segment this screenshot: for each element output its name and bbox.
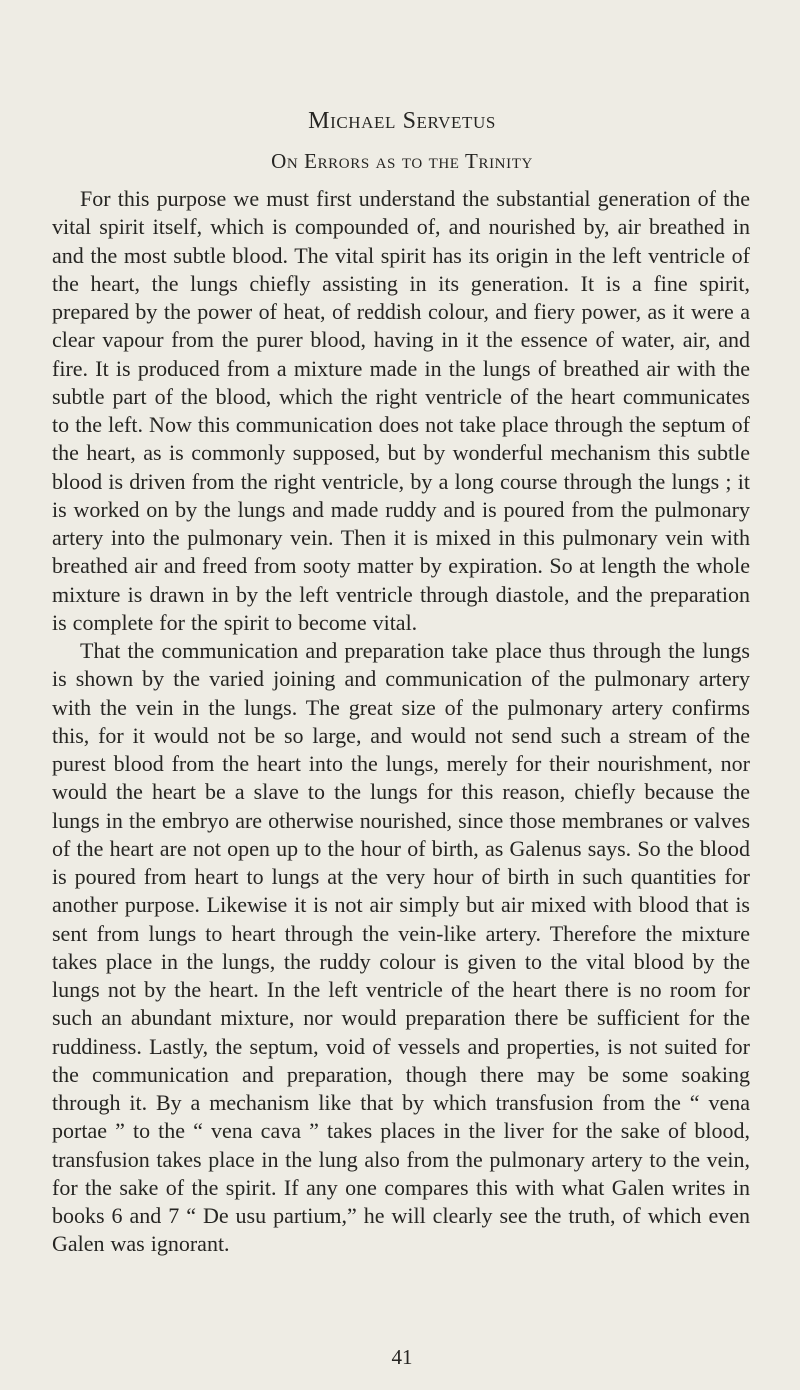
page-number: 41 [391,1345,413,1369]
body-text [52,185,750,1259]
running-head: Michael Servetus [308,108,496,134]
section-title: On Errors as to the Trinity [271,149,533,173]
paragraph: For this purpose we must first understand the substantial generation of the vital spirit itself, which is compounded of, and nourished by, air breathed in and the most subtle blood. The vital spirit has its origin in the left ventricle of the heart, the lungs chiefly assisting in its generation. It is a fine spirit, prepared by the power of heat, of reddish colour, and fiery power, as it were a clear vapour from the purer blood, having in it the essence of water, air, and fire. It is produced from a mixture made in the lungs of breathed air with the subtle part of the blood, which the right ventricle of the heart communicates to the left. Now this communication does not take place through the septum of the heart, as is commonly supposed, but by wonderful mechanism this subtle blood is driven from the right ventricle, by a long course through the lungs ; it is worked on by the lungs and made ruddy and is poured from the pulmonary artery into the pulmonary vein. Then it is mixed in this pulmonary vein with breathed air and freed from sooty matter by expiration. So at length the whole mixture is drawn in by the left ventricle through diastole, and the preparation is complete for the spirit to become vital. [52,186,750,635]
book-page [52,0,752,1390]
paragraph: That the communication and preparation take place thus through the lungs is shown by the varied joining and communication of the pulmonary artery with the vein in the lungs. The great size of the pulmonary artery confirms this, for it would not be so large, and would not send such a stream of the purest blood from the heart into the lungs, merely for their nourishment, nor would the heart be a slave to the lungs for this reason, chiefly because the lungs in the embryo are otherwise nourished, since those membranes or valves of the heart are not open up to the hour of birth, as Galenus says. So the blood is poured from heart to lungs at the very hour of birth in such quantities for another purpose. Likewise it is not air simply but air mixed with blood that is sent from lungs to heart through the vein-like artery. Therefore the mixture takes place in the lungs, the ruddy colour is given to the vital blood by the lungs not by the heart. In the left ventricle of the heart there is no room for such an abundant mixture, nor would preparation there be sufficient for the ruddiness. Lastly, the septum, void of vessels and properties, is not suited for the communication and preparation, though there may be some soaking through it. By a mechanism like that by which transfusion from the “ vena portae ” to the “ vena cava ” takes places in the liver for the sake of blood, transfusion takes place in the lung also from the pulmonary artery to the vein, for the sake of the spirit. If any one compares this with what Galen writes in books 6 and 7 “ De usu partium,” he will clearly see the truth, of which even Galen was ignorant. [52,638,750,1257]
